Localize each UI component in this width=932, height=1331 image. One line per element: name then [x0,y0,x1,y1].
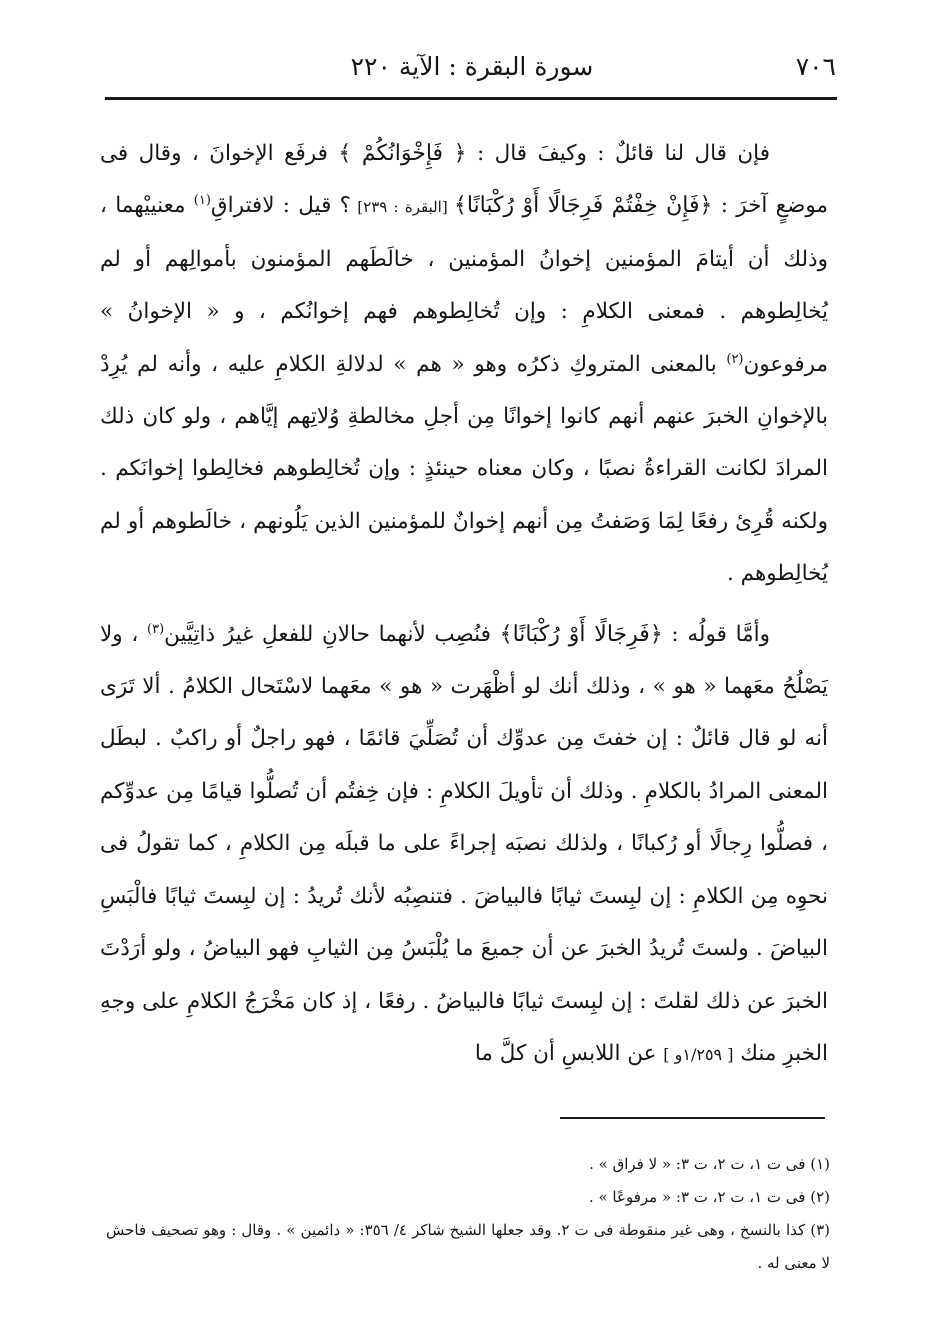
text-run: فإن قال لنا قائلٌ : وكيفَ قال : [466,141,770,166]
surah-citation: [البقرة : ٢٣٩] [351,198,454,217]
paragraph-2 [100,609,828,1082]
footnote-ref-1: (١) [193,193,211,209]
text-run: فنُصِب لأنهما حالانِ للفعلِ غيرُ ذاتِيَّين [164,621,500,647]
footnote-rule [560,1117,825,1119]
quran-verse: ﴿فَإِنْ خِفْتُمْ فَرِجَالًا أَوْ رُكْبَانًا﴾ [453,193,713,219]
text-run: وأمَّا قولُه : [662,621,770,647]
text-run: بالمعنى المتروكِ ذكرُه وهو « هم » لدلالةِ الكلامِ عليه ، وأنه لم يُرِدْ بالإخوانِ الخبرَ عنهم أنهم كانوا إخوانًا مِن أجلِ مخالطةِ وُلاتِهم إيَّاهم ، ولو كان ذلك المرادَ لكانت القراءةُ نصبًا ، وكان معناه حينئذٍ : وإن تُخالِطوهم فخالِطوا إخوانَكم . ولكنه قُرِئ رفعًا لِمَا وَصَفتُ مِن أنهم إخوانٌ للمؤمنين الذين يَلُونهم ، خالَطوهم أو لم يُخالِطوهم . [100,351,828,587]
quran-verse: ﴿ فَإِخْوَانُكُمْ ﴾ [338,141,467,166]
header-rule [105,97,837,100]
footnote-2: (٢) فى ت ١، ت ٢، ت ٣: « مرفوعًا » . [588,1188,830,1206]
quran-verse: ﴿فَرِجَالًا أَوْ رُكْبَانًا﴾ [499,621,663,647]
footnote-3: (٣) كذا بالنسخ ، وهى غير منقوطة فى ت ٢. وقد جعلها الشيخ شاكر ٤/ ٣٥٦: « دائمين » . وقال : وهو تصحيف فاحش لا معنى له . [106,1221,830,1272]
footnotes [106,1148,830,1280]
text-run: ، ولا يَصْلُحُ معَهما « هو » ، وذلك أنك لو أظْهَرت « هو » معَهما لاسْتَحال الكلامُ . ألا تَرَى أنه لو قال قائلٌ : إن خفتَ مِن عدوِّك أن تُصَلِّيَ قائمًا ، فهو راجلٌ أو راكبٌ . لبطَل المعنى المرادُ بالكلامِ . وذلك أن تأويلَ الكلامِ : فإن خِفتُم أن تُصلُّوا قيامًا مِن عدوِّكم ، فصلُّوا رِجالًا أو رُكبانًا ، ولذلك نصبَه إجراءً على ما قبلَه مِن الكلامِ ، كما تقولُ فى نحوِه مِن الكلامِ : إن لبِستَ ثيابًا فالبياضَ . فتنصِبُه لأنك تُريدُ : إن لبِستَ ثيابًا فالْبَسِ البياضَ . ولستَ تُريدُ الخبرَ عن أن جميعَ ما يُلْبَسُ مِن الثيابِ فهو البياضُ ، ولو أرَدْتَ الخبرَ عن ذلك لقلتَ : إن لبِستَ ثيابًا فالبياضُ . رفعًا ، إذ كان مَخْرَجُ الكلامِ على وجهِ الخبرِ منك [100,621,828,1066]
main-text [100,128,828,1081]
page-number: ٧٠٦ [795,52,836,81]
running-header [108,52,836,96]
running-title: سورة البقرة : الآية ٢٢٠ [350,52,594,81]
text-run: فرفَع الإخوانَ ، وقال فى موضعٍ آخرَ : [100,141,828,219]
footnote-ref-2: (٢) [726,351,744,367]
text-run: عن اللابسِ أن كلَّ ما [474,1040,664,1066]
paragraph-1 [100,128,828,601]
footnote-ref-3: (٣) [147,621,165,637]
text-run: معنييْهما ، وذلك أن أيتامَ المؤمنين إخوانُ المؤمنين ، خالَطَهم المؤمنون بأموالِهم أو لم يُخالِطوهم . فمعنى الكلامِ : وإن تُخالِطوهم فهم إخوانُكم ، و « الإخوانُ » مرفوعون [100,193,828,377]
footnote-1: (١) فى ت ١، ت ٢، ت ٣: « لا فراق » . [589,1155,830,1173]
manuscript-folio-ref: [ ١/٢٥٩و ] [663,1044,734,1064]
text-run: ؟ قيل : لافتراقِ [210,193,352,219]
